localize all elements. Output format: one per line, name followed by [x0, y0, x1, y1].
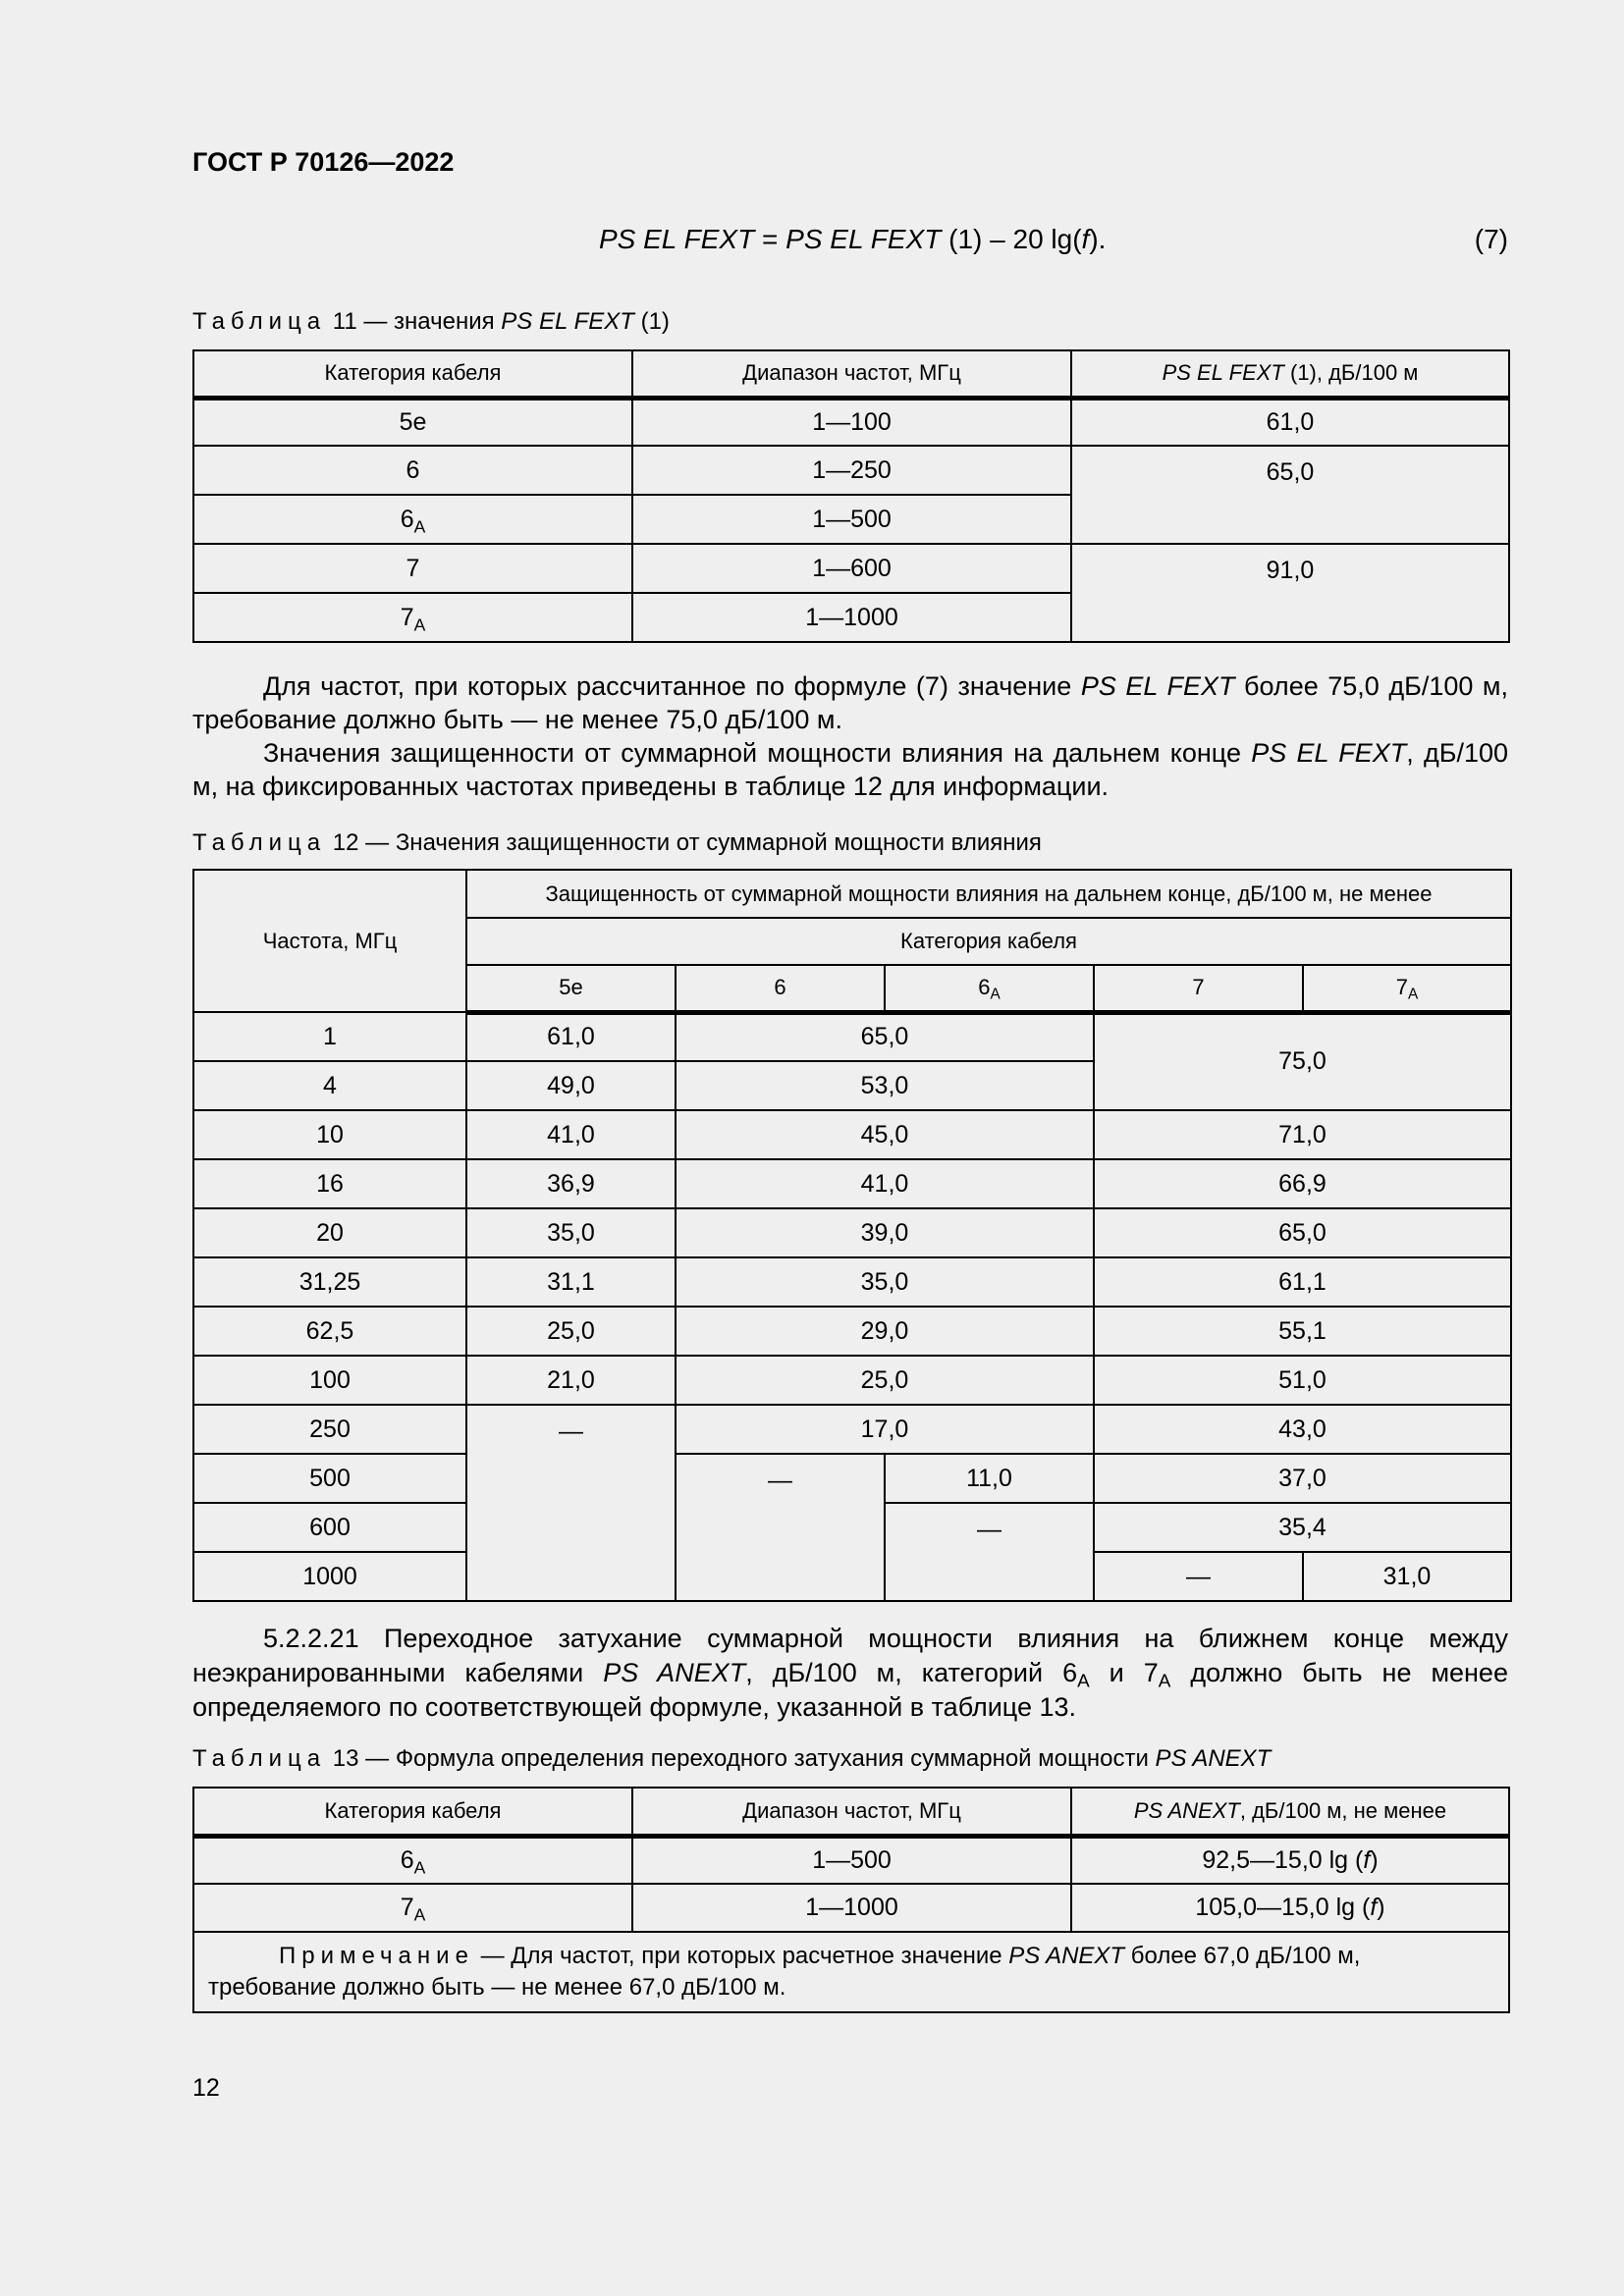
formula-text-a: 92,5—15,0 lg (	[1202, 1845, 1364, 1874]
formula-f: f	[1363, 1845, 1371, 1874]
para1-text-b: более 75,0 дБ/100 м, требование должно быть — не менее 75,0 дБ/100 м.	[192, 671, 1508, 734]
paragraph-1	[192, 669, 1508, 736]
table12-cell-7a: 31,0	[1303, 1552, 1511, 1601]
para3-text-b: , дБ/100 м, категорий 6	[745, 1658, 1078, 1687]
para1-text-a: Для частот, при которых рассчитанное по формуле (7) значение	[263, 671, 1081, 701]
formula-left-var: PS EL FEXT	[599, 224, 755, 254]
table11-caption-tail: (1)	[633, 308, 670, 335]
table12-cell-6: 29,0	[676, 1307, 1094, 1356]
table11-header-value-var: PS EL FEXT	[1162, 360, 1284, 386]
document-header: ГОСТ Р 70126—2022	[192, 147, 455, 177]
formula-text-b: )	[1377, 1894, 1385, 1921]
table13-header-value-tail: , дБ/100 м, не менее	[1239, 1797, 1447, 1823]
category-subscript: A	[413, 614, 426, 634]
table11-cell-category	[193, 398, 632, 446]
table12-cell-7: 51,0	[1094, 1356, 1511, 1405]
table-row	[193, 1454, 1511, 1503]
note-text-b: более 67,0 дБ/100 м, требование должно быть — не менее 67,0 дБ/100 м.	[208, 1943, 1361, 2001]
table12-cell-freq: 31,25	[193, 1257, 466, 1307]
table13-header-row	[193, 1788, 1509, 1836]
formula-right-var: PS EL FEXT	[785, 224, 942, 254]
table13-caption-text: 13 — Формула определения переходного затухания суммарной мощности	[332, 1745, 1156, 1772]
paragraph-3	[192, 1622, 1508, 1725]
table13-label: Таблица	[192, 1745, 327, 1772]
para3-sub-1: A	[1077, 1671, 1090, 1692]
table-row	[193, 1836, 1509, 1884]
header-7a-text: 7	[1395, 975, 1408, 1000]
table12-header-freq: Частота, МГц	[193, 870, 466, 1012]
formula-f: f	[1081, 224, 1090, 254]
table13-header-category: Категория кабеля	[193, 1788, 632, 1836]
header-6a-text: 6	[978, 975, 991, 1000]
table12-cell-5e: 31,1	[466, 1257, 676, 1307]
table12-cell-6: 39,0	[676, 1208, 1094, 1257]
table13-header-range: Диапазон частот, МГц	[632, 1788, 1071, 1836]
para2-text-b: , дБ/100 м, на фиксированных частотах приведены в таблице 12 для информации.	[192, 738, 1508, 801]
category-subscript: A	[413, 1857, 426, 1877]
table12-cell-freq: 500	[193, 1454, 466, 1503]
table-row	[193, 544, 1509, 593]
formula-text-b: )	[1370, 1845, 1379, 1874]
header-7a-subscript: A	[1407, 986, 1419, 1003]
table-row	[193, 1405, 1511, 1454]
table-row	[193, 1159, 1511, 1208]
table12-cell-freq: 1000	[193, 1552, 466, 1601]
table11-header-value-tail: (1), дБ/100 м	[1283, 360, 1419, 386]
table11-cell-range: 1—500	[632, 495, 1071, 544]
table-row	[193, 1257, 1511, 1307]
table13-caption-var: PS ANEXT	[1155, 1745, 1272, 1772]
category-subscript: A	[413, 515, 426, 536]
table12-header-6a	[885, 965, 1094, 1012]
category-text: 7	[400, 603, 414, 631]
table13-cell-range: 1—1000	[632, 1884, 1071, 1932]
table11-header-category: Категория кабеля	[193, 350, 632, 398]
table12-header-group: Защищенность от суммарной мощности влияния на дальнем конце, дБ/100 м, не менее	[466, 870, 1511, 918]
category-text: 6	[400, 505, 414, 533]
table11-cell-category	[193, 544, 632, 593]
table12-cell-6: 17,0	[676, 1405, 1094, 1454]
table12-cell-6: 45,0	[676, 1110, 1094, 1159]
table13-note-row	[193, 1932, 1509, 2012]
category-text: 5e	[399, 407, 427, 436]
table12-cell-6: 25,0	[676, 1356, 1094, 1405]
formula-text-a: 105,0—15,0 lg (	[1195, 1894, 1371, 1921]
table12-cell-6: 53,0	[676, 1061, 1094, 1110]
table13-cell-category	[193, 1836, 632, 1884]
formula-eq: =	[754, 224, 786, 254]
table12-cell-7: 55,1	[1094, 1307, 1511, 1356]
table12-cell-5e: 49,0	[466, 1061, 676, 1110]
page-number: 12	[192, 2074, 220, 2102]
table11-caption-var: PS EL FEXT	[501, 308, 634, 335]
table-row	[193, 1110, 1511, 1159]
table13-header-value-var: PS ANEXT	[1133, 1797, 1240, 1823]
table12-cell-6: 65,0	[676, 1012, 1094, 1061]
table12-cell-freq: 16	[193, 1159, 466, 1208]
table13-cell-formula	[1071, 1836, 1509, 1884]
table12-cell-7: 37,0	[1094, 1454, 1511, 1503]
table12-cell-7: 65,0	[1094, 1208, 1511, 1257]
table12-cell-freq: 20	[193, 1208, 466, 1257]
para3-sub-2: A	[1158, 1671, 1171, 1692]
para3-text-d: должно быть не менее определяемого по соответствующей формуле, указанной в таблице 13.	[192, 1658, 1508, 1722]
formula-number: (7)	[1474, 224, 1508, 254]
para3-var: PS ANEXT	[603, 1658, 746, 1687]
table12-cell-7: —	[1094, 1552, 1303, 1601]
table12-cell-freq: 250	[193, 1405, 466, 1454]
table13-cell-formula	[1071, 1884, 1509, 1932]
table13-cell-category	[193, 1884, 632, 1932]
table-row	[193, 398, 1509, 446]
table12-header-row-1	[193, 870, 1511, 918]
table11-caption	[192, 308, 670, 336]
table11-cell-category	[193, 446, 632, 495]
table11-cell-range: 1—250	[632, 446, 1071, 495]
table13-caption	[192, 1745, 1271, 1773]
formula-rest-a: (1) – 20 lg(	[941, 224, 1082, 254]
category-subscript: A	[413, 1904, 426, 1925]
category-text: 7	[406, 554, 420, 582]
table13	[192, 1787, 1510, 2013]
table11-cell-value: 61,0	[1071, 398, 1509, 446]
table11-header-range: Диапазон частот, МГц	[632, 350, 1071, 398]
table12-label: Таблица	[192, 829, 327, 856]
table12-cell-5e: 61,0	[466, 1012, 676, 1061]
table11-cell-value: 91,0	[1071, 544, 1509, 642]
table12-cell-freq: 600	[193, 1503, 466, 1552]
table11-caption-text: 11 — значения	[332, 308, 502, 335]
table12-caption	[192, 829, 1042, 857]
table12-header-7a	[1303, 965, 1511, 1012]
table11-cell-value: 65,0	[1071, 446, 1509, 544]
table11-cell-range: 1—100	[632, 398, 1071, 446]
table12-cell-7: 71,0	[1094, 1110, 1511, 1159]
table11-cell-category	[193, 495, 632, 544]
note-var: PS ANEXT	[1008, 1943, 1125, 1969]
table12-cell-7: 66,9	[1094, 1159, 1511, 1208]
table11-label: Таблица	[192, 308, 327, 335]
table-row	[193, 1208, 1511, 1257]
table12-cell-5e: 36,9	[466, 1159, 676, 1208]
table12-cell-5e: —	[466, 1405, 676, 1601]
table12-cell-freq: 100	[193, 1356, 466, 1405]
paragraph-2	[192, 736, 1508, 803]
table12-cell-5e: 35,0	[466, 1208, 676, 1257]
table12-cell-6: 41,0	[676, 1159, 1094, 1208]
table13-header-value	[1071, 1788, 1509, 1836]
formula-expression	[599, 224, 1106, 255]
table12-header-6: 6	[676, 965, 885, 1012]
table12-header-category: Категория кабеля	[466, 918, 1511, 965]
note-label: Примечание	[279, 1943, 474, 1969]
note-text-a: — Для частот, при которых расчетное значение	[473, 1943, 1009, 1969]
table12-cell-6a: —	[885, 1503, 1094, 1601]
formula-rest-b: ).	[1089, 224, 1107, 254]
table12-cell-7: 61,1	[1094, 1257, 1511, 1307]
table12-cell-7: 43,0	[1094, 1405, 1511, 1454]
table-row	[193, 1884, 1509, 1932]
table11-cell-range: 1—600	[632, 544, 1071, 593]
table12-cell-5e: 41,0	[466, 1110, 676, 1159]
table12-cell-5e: 25,0	[466, 1307, 676, 1356]
table12-cell-6: 35,0	[676, 1257, 1094, 1307]
table12-cell-freq: 4	[193, 1061, 466, 1110]
table11	[192, 349, 1510, 643]
table11-cell-range: 1—1000	[632, 593, 1071, 642]
table12-cell-freq: 10	[193, 1110, 466, 1159]
table12	[192, 869, 1512, 1602]
table13-note	[193, 1932, 1509, 2012]
table12-cell-6a: 11,0	[885, 1454, 1094, 1503]
table-row	[193, 1307, 1511, 1356]
category-text: 6	[400, 1845, 414, 1874]
para2-text-a: Значения защищенности от суммарной мощности влияния на дальнем конце	[263, 738, 1252, 768]
table-row	[193, 446, 1509, 495]
table12-cell-7: 35,4	[1094, 1503, 1511, 1552]
table13-cell-range: 1—500	[632, 1836, 1071, 1884]
table11-header-row	[193, 350, 1509, 398]
table12-cell-6: —	[676, 1454, 885, 1601]
table11-header-value	[1071, 350, 1509, 398]
table12-cell-5e: 21,0	[466, 1356, 676, 1405]
table12-header-5e: 5e	[466, 965, 676, 1012]
table-row	[193, 1012, 1511, 1061]
table12-cell-freq: 62,5	[193, 1307, 466, 1356]
table11-cell-category	[193, 593, 632, 642]
para3-text-c: и 7	[1089, 1658, 1159, 1687]
table-row	[193, 1356, 1511, 1405]
header-6a-subscript: A	[990, 986, 1001, 1003]
table12-cell-7-merged: 75,0	[1094, 1012, 1511, 1110]
para3-text-a: 5.2.2.21 Переходное затухание суммарной мощности влияния на ближнем конце между неэкранированными кабелями	[192, 1624, 1508, 1687]
para1-var: PS EL FEXT	[1080, 671, 1235, 701]
table12-caption-text: 12 — Значения защищенности от суммарной мощности влияния	[332, 829, 1042, 856]
table12-header-7: 7	[1094, 965, 1303, 1012]
category-text: 7	[400, 1894, 414, 1921]
category-text: 6	[406, 455, 420, 484]
table12-cell-freq: 1	[193, 1012, 466, 1061]
para2-var: PS EL FEXT	[1251, 738, 1407, 768]
formula-f: f	[1370, 1894, 1378, 1921]
